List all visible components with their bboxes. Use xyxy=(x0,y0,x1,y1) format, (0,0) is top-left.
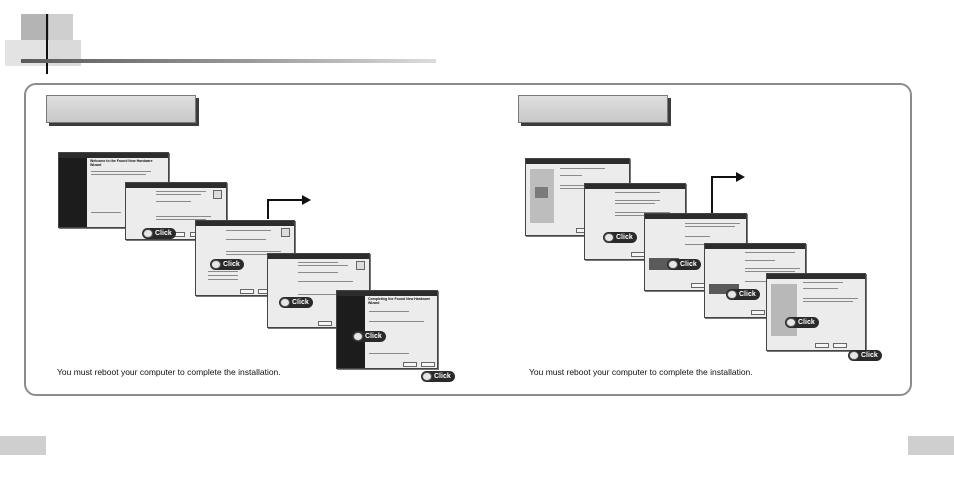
left-click-badge-3: Click xyxy=(279,297,313,308)
right-click-badge-5: Click xyxy=(848,350,882,361)
right-reboot-note: You must reboot your computer to complete the installation. xyxy=(529,367,753,377)
page-tab-right xyxy=(908,436,954,455)
right-dialog-5 xyxy=(766,273,866,351)
page-tab-left xyxy=(0,436,46,455)
hand-pointer-icon xyxy=(422,372,432,381)
left-dialog-5 xyxy=(336,290,438,369)
hand-pointer-icon xyxy=(353,332,363,341)
right-click-badge-3: Click xyxy=(726,289,760,300)
hand-pointer-icon xyxy=(668,260,678,269)
hand-pointer-icon xyxy=(143,229,153,238)
header-rule xyxy=(21,59,436,63)
left-click-badge-2: Click xyxy=(210,259,244,270)
left-arrow-bar xyxy=(267,199,303,201)
right-arrow-bar xyxy=(711,176,737,178)
arrow-right-icon xyxy=(302,195,311,205)
left-dialog-1-title: Welcome to the Found New Hardware Wizard xyxy=(90,159,153,167)
left-click-badge-5: Click xyxy=(421,371,455,382)
header-square-dark xyxy=(21,14,49,40)
hand-pointer-icon xyxy=(849,351,859,360)
left-click-badge-4: Click xyxy=(352,331,386,342)
section-header-right xyxy=(518,95,668,123)
left-click-badge-1: Click xyxy=(142,228,176,239)
right-click-badge-2: Click xyxy=(667,259,701,270)
hand-pointer-icon xyxy=(604,233,614,242)
left-arrow-stem xyxy=(267,200,269,219)
right-arrow-stem xyxy=(711,177,713,213)
right-click-badge-4: Click xyxy=(785,317,819,328)
header-vertical-line xyxy=(46,14,48,74)
section-header-left xyxy=(46,95,196,123)
left-reboot-note: You must reboot your computer to complete the installation. xyxy=(57,367,281,377)
right-click-badge-1: Click xyxy=(603,232,637,243)
hand-pointer-icon xyxy=(280,298,290,307)
left-dialog-5-title: Completing the Found New Hardware Wizard xyxy=(368,297,431,305)
hand-pointer-icon xyxy=(727,290,737,299)
arrow-right-icon xyxy=(736,172,745,182)
hand-pointer-icon xyxy=(211,260,221,269)
hand-pointer-icon xyxy=(786,318,796,327)
header-square-mid xyxy=(49,14,73,40)
